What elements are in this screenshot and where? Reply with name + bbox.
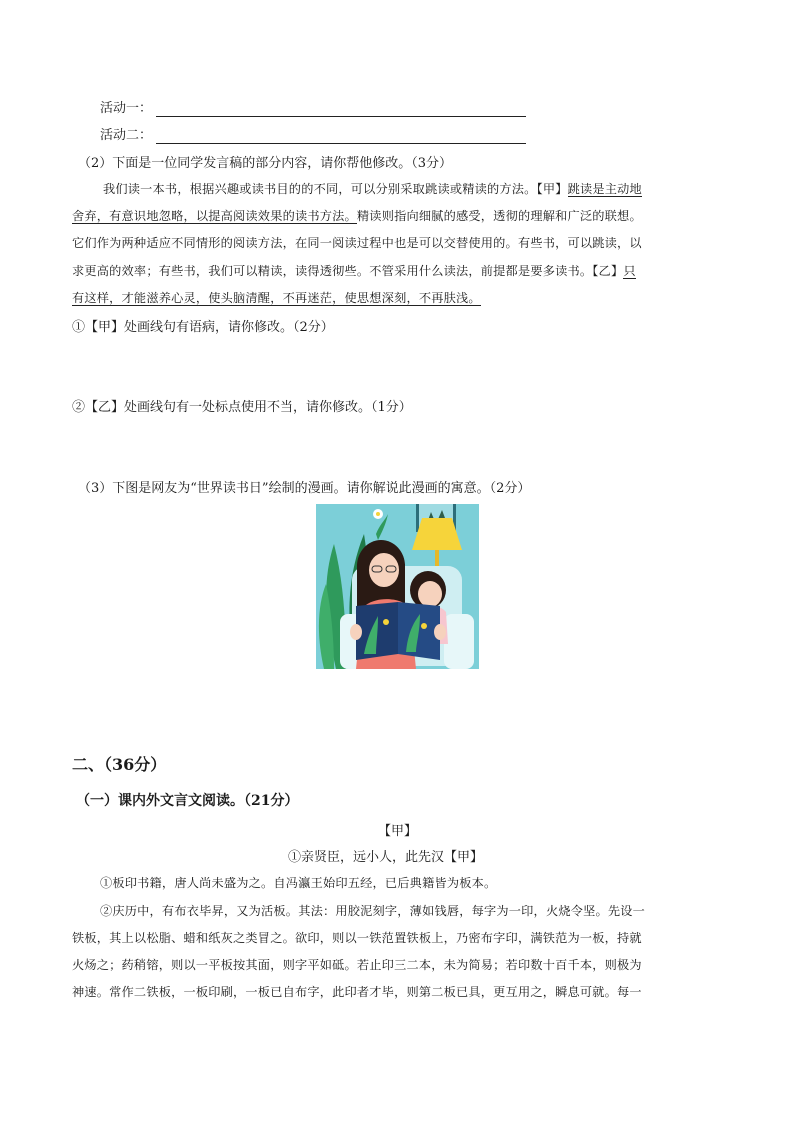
- activity-1-label: 活动一：: [100, 101, 153, 116]
- underlined-sentence-jia: 跳读是主动地: [567, 182, 642, 196]
- underlined-sentence-jia: 舍弃，有意识地忽略，以提高阅读效果的读书方法。: [72, 209, 357, 223]
- section-2-heading: 二、（36分）: [72, 755, 167, 774]
- section-2-sub-heading: （一）课内外文言文阅读。（21分）: [76, 793, 299, 809]
- question-3-prompt: （3）下图是网友为“世界读书日”绘制的漫画。请你解说此漫画的寓意。（2分）: [78, 481, 531, 496]
- passage-line-1: [103, 180, 642, 197]
- activity-2-answer-line[interactable]: [156, 128, 526, 144]
- passage-line-4: [72, 262, 636, 279]
- passage-text: 求更高的效率；有些书，我们可以精读，读得透彻些。不管采用什么读法，前提都是要多读书。【乙】: [72, 264, 624, 278]
- sub-question-1: ①【甲】处画线句有语病，请你修改。（2分）: [72, 320, 334, 335]
- classical-para-1: ①板印书籍，唐人尚未盛为之。自冯瀛王始印五经，已后典籍皆为板本。: [100, 876, 497, 890]
- activity-2-row: [100, 124, 526, 144]
- classical-para-2-line-3: 火炀之；药稍镕，则以一平板按其面，则字平如砥。若止印三二本，未为简易；若印数十百千本，则极为: [72, 958, 642, 972]
- passage-line-2: [72, 207, 642, 224]
- passage-line-5: [72, 289, 481, 306]
- illustration-svg: [316, 504, 479, 669]
- activity-2-label: 活动二：: [100, 128, 153, 143]
- passage-text: 我们读一本书，根据兴趣或读书目的的不同，可以分别采取跳读或精读的方法。【甲】: [103, 182, 568, 196]
- activity-1-answer-line[interactable]: [156, 101, 526, 117]
- mother-daughter-reading-illustration: [316, 504, 479, 669]
- activity-1-row: [100, 97, 526, 117]
- question-2-prompt: （2）下面是一位同学发言稿的部分内容，请你帮他修改。（3分）: [78, 156, 453, 171]
- passage-line-3: 它们作为两种适应不同情形的阅读方法，在同一阅读过程中也是可以交替使用的。有些书，可以跳读，以: [72, 236, 642, 250]
- passage-text: 精读则指向细腻的感受，透彻的理解和广泛的联想。: [356, 209, 642, 223]
- classical-para-2-line-1: ②庆历中，有布衣毕昇，又为活板。其法：用胶泥刻字，薄如钱唇，每字为一印，火烧令坚。先设一: [100, 904, 646, 918]
- classical-para-2-line-2: 铁板，其上以松脂、蜡和纸灰之类冒之。欲印，则以一铁范置铁板上，乃密布字印，满铁范为一板，持就: [72, 931, 642, 945]
- classical-para-2-line-4: 神速。常作二铁板，一板印刷，一板已自布字，此印者才毕，则第二板已具，更互用之，瞬息可就。每一: [72, 985, 642, 999]
- underlined-sentence-yi: 只: [623, 264, 636, 278]
- jia-title: ①亲贤臣，远小人，此先汉【甲】: [288, 850, 484, 865]
- jia-label: 【甲】: [378, 824, 418, 839]
- sub-question-2: ②【乙】处画线句有一处标点使用不当，请你修改。（1分）: [72, 400, 412, 415]
- underlined-sentence-yi: 有这样，才能滋养心灵，使头脑清醒，不再迷茫，使思想深刻，不再肤浅。: [72, 291, 481, 305]
